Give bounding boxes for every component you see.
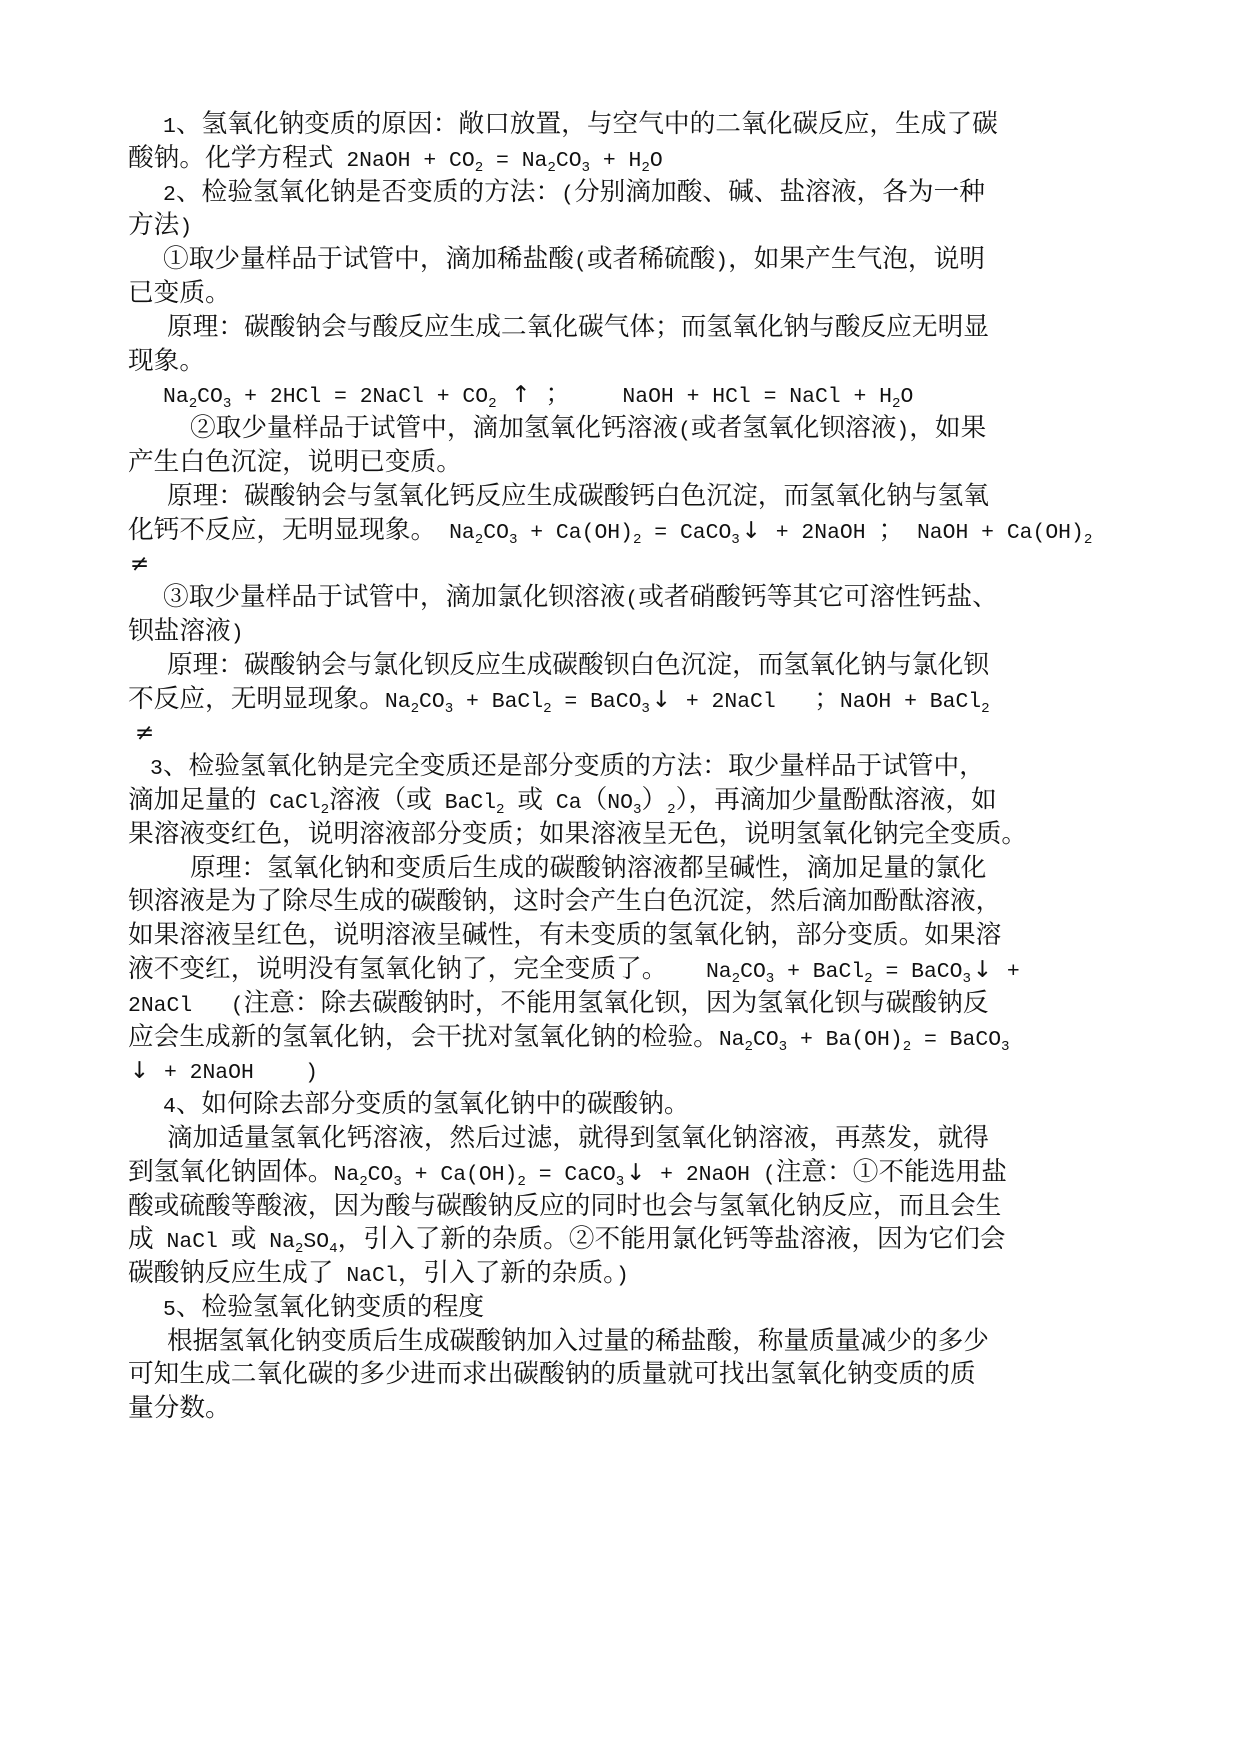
text-line — [128, 1358, 1128, 1392]
latin-text: ) — [179, 216, 193, 241]
text-line — [128, 1021, 1128, 1055]
latin-text: 2NaCl ( — [128, 993, 244, 1018]
text-run — [774, 954, 864, 984]
text-run — [128, 1055, 318, 1085]
latin-text: + — [994, 959, 1020, 984]
text-line — [128, 209, 1128, 243]
subscript: 2 — [667, 801, 676, 818]
latin-text: + 2HCl = 2NaCl + CO — [231, 385, 489, 410]
text-run — [368, 1157, 394, 1187]
latin-text: ) — [715, 250, 729, 275]
latin-text: + 2NaOH ( — [647, 1162, 776, 1187]
subscript: 2 — [410, 700, 420, 717]
text-line — [128, 547, 1128, 581]
latin-text: + Ca(OH) — [517, 520, 633, 545]
text-line — [128, 615, 1128, 649]
latin-text: = BaCO — [872, 959, 963, 984]
latin-text: CO — [367, 1162, 394, 1187]
latin-text: 3 — [150, 757, 163, 782]
text-line — [128, 1392, 1128, 1426]
latin-text: + 2NaOH ) — [151, 1061, 318, 1086]
text-run — [590, 143, 641, 173]
text-line — [128, 919, 1128, 953]
latin-text: CaCl — [256, 790, 321, 815]
text-run: 酸或硫酸等酸液，因为酸与碳酸钠反应的同时也会与氢氧化钠反应，而且会生 — [128, 1190, 1002, 1221]
text-run — [556, 143, 582, 173]
latin-text: + 2NaCl — [673, 689, 815, 714]
text-run: ①取少量样品于试管中，滴加稀盐酸(或者稀硫酸)，如果产生气泡，说明 — [163, 244, 985, 275]
text-line — [128, 716, 1128, 750]
formula-symbol: ↓ — [129, 1058, 150, 1085]
text-run: 1、氢氧化钠变质的原因：敞口放置，与空气中的二氧化碳反应，生成了碳 — [163, 109, 998, 139]
text-run: ，引入了新的杂质。②不能用氯化钙等盐溶液，因为它们会 — [337, 1224, 1006, 1255]
latin-text: Na — [384, 689, 411, 714]
latin-text: CO — [752, 1027, 779, 1052]
document-page — [128, 108, 1128, 1426]
latin-text: CO — [483, 520, 509, 545]
text-run: 原理：碳酸钠会与氯化钡反应生成碳酸钡白色沉淀，而氢氧化钠与氯化钡 — [167, 649, 989, 680]
latin-text: + BaCl — [774, 959, 865, 984]
subscript: 2 — [632, 531, 642, 548]
formula-symbol: ↓ — [972, 956, 993, 983]
text-run — [753, 1022, 779, 1052]
text-run: 如果溶液呈红色，说明溶液呈碱性，有未变质的氢氧化钠，部分变质。如果溶 — [128, 920, 1002, 951]
latin-text: 1 — [163, 115, 176, 139]
text-line — [128, 378, 1128, 412]
text-line — [128, 1291, 1128, 1325]
text-run: 滴加适量氢氧化钙溶液，然后过滤，就得到氢氧化钠溶液，再蒸发，就得 — [167, 1122, 989, 1153]
text-run — [650, 143, 663, 173]
text-run: 现象。 — [128, 345, 206, 376]
text-run — [133, 717, 156, 747]
text-line — [128, 581, 1128, 615]
text-run: 果溶液变红色，说明溶液部分变质；如果溶液呈无色，说明氢氧化钠完全变质。 — [128, 818, 1028, 849]
text-run: ↑ ； NaOH + HCl = NaCl + H — [497, 379, 892, 409]
latin-text: O — [900, 385, 914, 410]
latin-text: 2NaOH + CO — [333, 148, 475, 173]
latin-text: = BaCO — [551, 689, 642, 714]
text-run — [231, 379, 488, 409]
text-run: 化钙不反应，无明显现象。 Na — [128, 514, 475, 545]
text-run: 到氢氧化钠固体。Na — [128, 1156, 360, 1187]
subscript: 3 — [765, 970, 775, 987]
text-run: 2、检验氢氧化钠是否变质的方法：(分别滴加酸、碱、盐溶液，各为一种 — [163, 176, 985, 207]
text-line — [128, 243, 1128, 277]
subscript: 3 — [393, 1173, 402, 1190]
text-run: 或 Ca（NO — [505, 785, 633, 815]
subscript: 2 — [359, 1173, 368, 1190]
latin-text: ) — [230, 621, 244, 646]
latin-text: BaCl — [431, 790, 497, 815]
subscript: 2 — [864, 970, 873, 987]
text-run — [971, 954, 1020, 984]
subscript: 3 — [581, 159, 591, 176]
latin-text — [533, 385, 546, 409]
latin-text: Na — [333, 1162, 360, 1187]
subscript: 2 — [641, 159, 650, 176]
text-run: 滴加足量的 CaCl — [128, 784, 321, 815]
text-run: 不反应，无明显现象。Na — [128, 683, 411, 714]
text-run: 钡盐溶液) — [128, 615, 244, 646]
text-line — [128, 480, 1128, 514]
text-run — [787, 1022, 903, 1052]
subscript: 2 — [294, 1241, 304, 1258]
text-run — [483, 515, 509, 545]
subscript: 2 — [496, 801, 505, 818]
subscript: 3 — [731, 531, 740, 548]
latin-text: ) — [896, 419, 910, 444]
latin-text: 4 — [163, 1095, 176, 1120]
subscript: 3 — [222, 396, 232, 413]
text-run: 原理：氢氧化钠和变质后生成的碳酸钠溶液都呈碱性，滴加足量的氯化 — [190, 852, 987, 883]
subscript: 2 — [543, 700, 552, 717]
subscript: 3 — [778, 1038, 788, 1055]
latin-text: Na — [667, 959, 732, 984]
subscript: 3 — [962, 970, 971, 987]
subscript: 2 — [474, 531, 484, 548]
formula-symbol: ↓ — [741, 517, 762, 544]
text-run — [740, 954, 766, 984]
subscript: 3 — [444, 700, 454, 717]
subscript: 2 — [517, 1173, 526, 1190]
text-line — [128, 514, 1128, 548]
text-line — [128, 649, 1128, 683]
text-run: ②取少量样品于试管中，滴加氢氧化钙溶液(或者氢氧化钡溶液)，如果 — [190, 413, 987, 444]
text-run — [552, 684, 642, 714]
subscript: 3 — [1001, 1038, 1010, 1055]
latin-text: + Ba(OH) — [787, 1027, 903, 1052]
latin-text: NaCl — [333, 1264, 398, 1289]
subscript: 2 — [731, 970, 741, 987]
latin-text: = Na — [483, 148, 548, 173]
latin-text: Na — [256, 1230, 295, 1255]
text-run — [163, 379, 189, 409]
text-run: 原理：碳酸钠会与氢氧化钙反应生成碳酸钙白色沉淀，而氢氧化钠与氢氧 — [167, 480, 989, 511]
subscript: 2 — [1083, 531, 1093, 548]
text-line — [128, 412, 1128, 446]
text-run: 应会生成新的氢氧化钠，会干扰对氢氧化钠的检验。Na — [128, 1021, 745, 1052]
text-line — [128, 987, 1128, 1021]
text-line — [128, 852, 1128, 886]
text-line — [128, 784, 1128, 818]
latin-text: ( — [574, 250, 587, 275]
latin-text: SO — [303, 1230, 330, 1255]
latin-text: + H — [590, 148, 642, 173]
latin-text: NaOH + Ca(OH) — [904, 520, 1084, 545]
latin-text: O — [649, 148, 663, 173]
latin-text: Na — [718, 1027, 745, 1052]
text-line — [128, 1223, 1128, 1257]
text-run: ），再滴加少量酚酞溶液，如 — [675, 784, 997, 815]
latin-text — [497, 385, 510, 409]
text-line — [128, 818, 1128, 852]
latin-text: + 2NaOH — [762, 520, 879, 545]
text-run — [483, 143, 547, 173]
text-run: ） — [641, 784, 668, 815]
latin-text: Na — [163, 385, 189, 410]
latin-text: NaOH + BaCl — [839, 689, 982, 714]
text-run: 量分数。 — [128, 1393, 231, 1424]
latin-text: 5 — [163, 1297, 176, 1322]
subscript: 2 — [891, 396, 901, 413]
text-run — [453, 684, 543, 714]
text-run: 2NaCl (注意：除去碳酸钠时，不能用氢氧化钡，因为氢氧化钡与碳酸钠反 — [128, 987, 989, 1018]
latin-text: = BaCO — [911, 1027, 1002, 1052]
text-line — [128, 1088, 1128, 1122]
latin-text: ( — [625, 588, 639, 613]
latin-text: CO — [197, 385, 223, 410]
text-line — [128, 1156, 1128, 1190]
latin-text: NO — [607, 790, 633, 815]
text-line — [128, 953, 1128, 987]
text-run — [419, 684, 445, 714]
subscript: 2 — [188, 396, 198, 413]
text-run: 根据氢氧化钠变质后生成碳酸钠加入过量的稀盐酸，称量质量减少的多少 — [167, 1325, 989, 1356]
latin-text: Na — [436, 520, 475, 545]
text-line — [128, 1190, 1128, 1224]
text-line — [128, 885, 1128, 919]
latin-text: CO — [555, 148, 582, 173]
text-line — [128, 176, 1128, 210]
subscript: 2 — [547, 159, 556, 176]
text-line — [128, 1257, 1128, 1291]
latin-text: ) — [616, 1264, 629, 1289]
subscript: 3 — [508, 531, 518, 548]
text-run — [517, 515, 633, 545]
text-run: 原理：碳酸钠会与酸反应生成二氧化碳气体；而氢氧化钠与酸反应无明显 — [167, 311, 989, 342]
latin-text: ( — [678, 419, 691, 444]
latin-text: = CaCO — [641, 520, 732, 545]
subscript: 3 — [641, 700, 650, 717]
subscript: 2 — [488, 396, 497, 413]
text-run: 3、检验氢氧化钠是完全变质还是部分变质的方法：取少量样品于试管中， — [150, 751, 985, 782]
text-line — [128, 311, 1128, 345]
latin-text: 2 — [163, 182, 176, 207]
text-line — [128, 277, 1128, 311]
text-line — [128, 750, 1128, 784]
formula-symbol: ↑ — [511, 382, 531, 409]
subscript: 3 — [632, 801, 642, 818]
text-run: 液不变红，说明没有氢氧化钠了，完全变质了。 Na — [128, 953, 732, 984]
text-run — [128, 548, 151, 578]
text-line — [128, 446, 1128, 480]
formula-symbol: ↓ — [626, 1159, 646, 1186]
subscript: 3 — [615, 1173, 625, 1190]
text-run — [402, 1157, 518, 1187]
text-run: 方法) — [128, 210, 193, 241]
text-line — [128, 108, 1128, 142]
latin-text: + Ca(OH) — [401, 1162, 518, 1187]
text-run: 产生白色沉淀，说明已变质。 — [128, 446, 462, 477]
subscript: 2 — [320, 801, 330, 818]
text-run — [911, 1022, 1001, 1052]
text-run: 碳酸钠反应生成了 NaCl，引入了新的杂质。) — [128, 1258, 629, 1289]
subscript: 2 — [902, 1038, 912, 1055]
text-run: ③取少量样品于试管中，滴加氯化钡溶液(或者硝酸钙等其它可溶性钙盐、 — [163, 582, 998, 613]
text-run: ↓ + 2NaOH ； NaOH + Ca(OH) — [740, 515, 1084, 545]
text-run: 酸钠。化学方程式 2NaOH + CO — [128, 142, 475, 173]
text-run — [641, 515, 731, 545]
formula-symbol: ≠ — [129, 551, 150, 578]
text-line — [128, 345, 1128, 379]
latin-text: ( — [561, 182, 574, 207]
latin-text: + BaCl — [453, 689, 544, 714]
text-line — [128, 142, 1128, 176]
text-run — [900, 379, 913, 409]
latin-text: NaCl — [153, 1230, 231, 1255]
subscript: 2 — [474, 159, 484, 176]
text-run: 钡溶液是为了除尽生成的碳酸钠，这时会产生白色沉淀，然后滴加酚酞溶液， — [128, 886, 1002, 917]
latin-text: CO — [419, 689, 445, 714]
text-line — [128, 1325, 1128, 1359]
text-run: ↓ + 2NaCl ；NaOH + BaCl — [650, 684, 981, 714]
formula-symbol: ↓ — [651, 686, 672, 713]
text-run: 4、如何除去部分变质的氢氧化钠中的碳酸钠。 — [163, 1089, 690, 1120]
text-run: 5、检验氢氧化钠变质的程度 — [163, 1291, 485, 1322]
subscript: 2 — [744, 1038, 753, 1055]
text-line — [128, 1122, 1128, 1156]
latin-text: CO — [740, 959, 766, 984]
formula-symbol: ≠ — [134, 720, 155, 747]
text-run: 成 NaCl 或 Na — [128, 1224, 295, 1255]
text-line — [128, 1054, 1128, 1088]
text-run: 已变质。 — [128, 277, 231, 308]
latin-text: NaOH + HCl = NaCl + H — [571, 385, 892, 410]
latin-text: = CaCO — [525, 1162, 616, 1187]
text-run — [526, 1157, 616, 1187]
latin-text — [505, 791, 518, 815]
text-run — [197, 379, 223, 409]
text-run — [303, 1224, 329, 1254]
latin-text: Ca — [543, 790, 582, 815]
text-run: 溶液（或 BaCl — [329, 784, 497, 815]
text-run: 可知生成二氧化碳的多少进而求出碳酸钠的质量就可找出氢氧化钠变质的质 — [128, 1359, 976, 1390]
subscript: 2 — [981, 700, 990, 717]
subscript: 4 — [329, 1241, 338, 1258]
text-run: ↓ + 2NaOH (注意：①不能选用盐 — [624, 1157, 1007, 1187]
text-run — [873, 954, 963, 984]
text-line — [128, 683, 1128, 717]
